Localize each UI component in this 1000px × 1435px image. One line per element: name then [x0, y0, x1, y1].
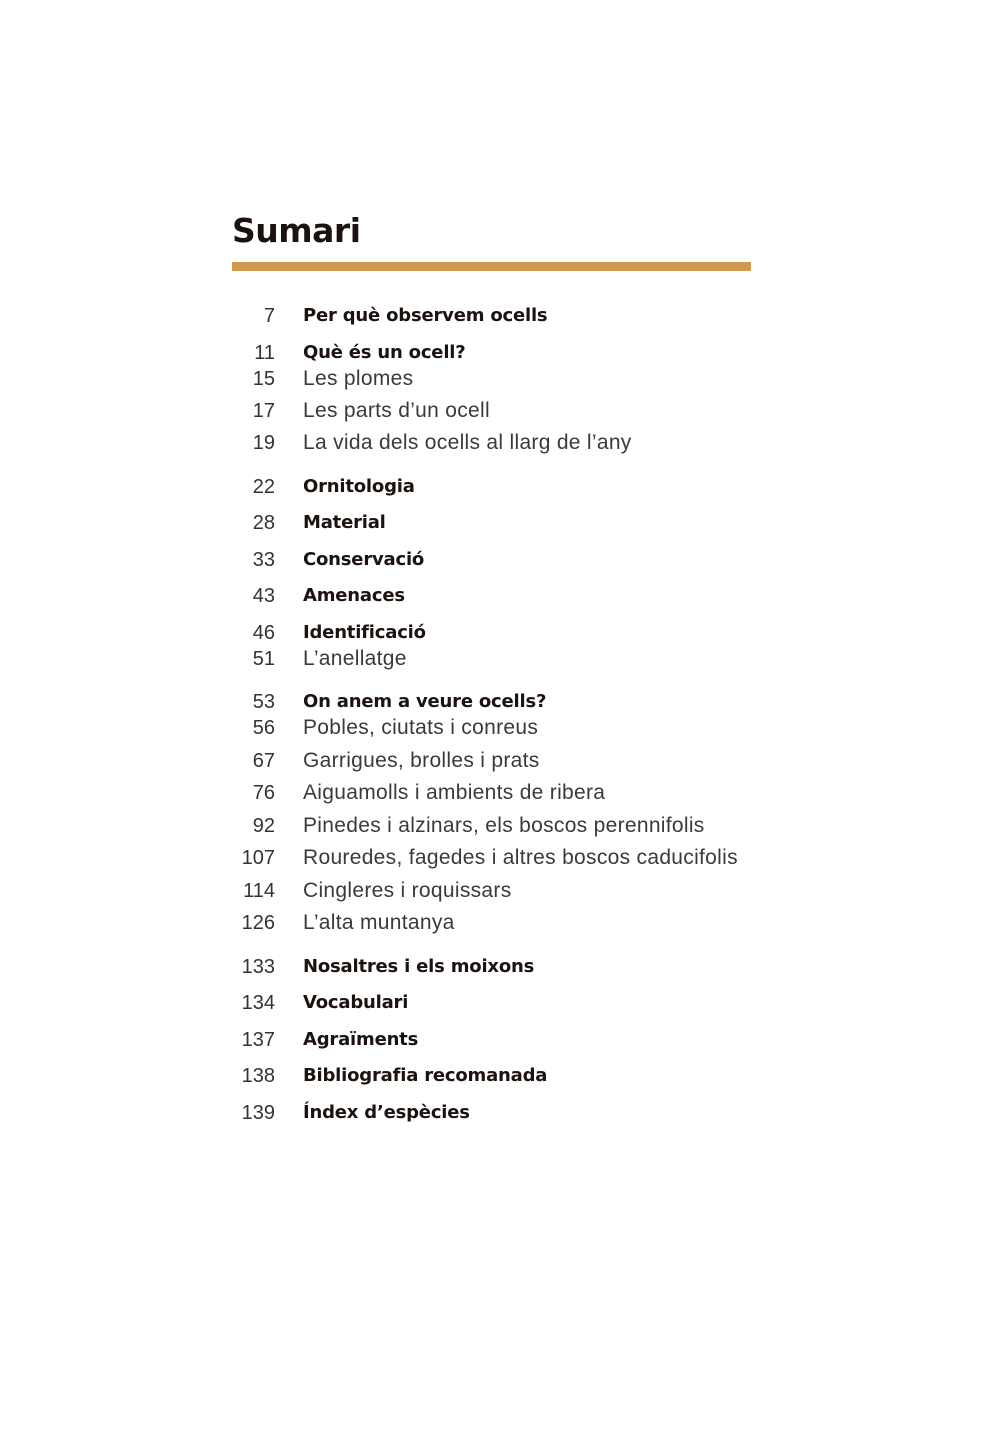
toc-entry[interactable]: [0, 811, 1000, 841]
toc-page-number: 46: [252, 622, 275, 644]
toc-entry[interactable]: [0, 472, 1000, 502]
toc-entry[interactable]: [0, 876, 1000, 906]
toc-page-number: 133: [241, 956, 275, 978]
toc-entry-label: Per què observem ocells: [303, 305, 548, 326]
toc-page-number: 7: [263, 305, 275, 327]
toc-entry-label: Nosaltres i els moixons: [303, 956, 535, 977]
toc-page-number: 107: [241, 847, 275, 869]
toc-page-number: 28: [252, 512, 275, 534]
toc-entry-label: La vida dels ocells al llarg de l’any: [303, 431, 632, 454]
toc-entry[interactable]: [0, 396, 1000, 426]
toc-page-number: 137: [241, 1029, 275, 1051]
toc-entry-label: Identificació: [303, 622, 426, 643]
toc-page-number: 139: [241, 1102, 275, 1124]
toc-entry[interactable]: [0, 364, 1000, 394]
toc-entry-label: Rouredes, fagedes i altres boscos caducifolis: [303, 846, 738, 869]
toc-entry-label: L’alta muntanya: [303, 911, 455, 934]
toc-entry[interactable]: [0, 508, 1000, 538]
toc-entry-label: Bibliografia recomanada: [303, 1065, 548, 1086]
toc-entry-label: Garrigues, brolles i prats: [303, 749, 540, 772]
toc-page-number: 67: [252, 750, 275, 772]
toc-page-number: 11: [254, 342, 275, 364]
toc-entry[interactable]: [0, 1098, 1000, 1128]
toc-page-number: 76: [252, 782, 275, 804]
toc-page-number: 15: [252, 368, 275, 390]
toc-entry-label: Pinedes i alzinars, els boscos perennifolis: [303, 814, 705, 837]
toc-page-number: 53: [252, 691, 275, 713]
toc-entry-label: Material: [303, 512, 386, 533]
toc-entry-label: L’anellatge: [303, 647, 407, 670]
toc-entry-label: Aiguamolls i ambients de ribera: [303, 781, 606, 804]
page-title: Sumari: [232, 211, 361, 250]
toc-page-number: 51: [252, 648, 275, 670]
toc-entry[interactable]: [0, 908, 1000, 938]
toc-page-number: 17: [252, 400, 275, 422]
toc-entry-label: Vocabulari: [303, 992, 409, 1013]
toc-entry-label: Conservació: [303, 549, 425, 570]
toc-entry-label: On anem a veure ocells?: [303, 691, 547, 712]
toc-entry[interactable]: [0, 1061, 1000, 1091]
toc-entry[interactable]: [0, 644, 1000, 674]
toc-entry-label: Les plomes: [303, 367, 414, 390]
toc-entry[interactable]: [0, 428, 1000, 458]
toc-entry[interactable]: [0, 778, 1000, 808]
toc-entry[interactable]: [0, 1025, 1000, 1055]
toc-page-number: 19: [252, 432, 275, 454]
toc-entry-label: Què és un ocell?: [303, 342, 466, 363]
toc-entry-label: Índex d’espècies: [303, 1102, 470, 1123]
toc-page-number: 126: [241, 912, 275, 934]
toc-entry[interactable]: [0, 713, 1000, 743]
toc-entry-label: Agraïments: [303, 1029, 419, 1050]
toc-entry[interactable]: [0, 843, 1000, 873]
toc-entry-label: Les parts d’un ocell: [303, 399, 490, 422]
toc-entry-label: Amenaces: [303, 585, 405, 606]
toc-page-number: 138: [241, 1065, 275, 1087]
toc-page-number: 33: [252, 549, 275, 571]
toc-page-number: 22: [252, 476, 275, 498]
toc-page-number: 43: [252, 585, 275, 607]
toc-entry-label: Ornitologia: [303, 476, 415, 497]
toc-entry[interactable]: [0, 746, 1000, 776]
toc-page-number: 56: [252, 717, 275, 739]
toc-entry[interactable]: [0, 988, 1000, 1018]
toc-page-number: 134: [241, 992, 275, 1014]
toc-entry-label: Cingleres i roquissars: [303, 879, 512, 902]
toc-entry[interactable]: [0, 545, 1000, 575]
toc-entry-label: Pobles, ciutats i conreus: [303, 716, 539, 739]
toc-entry[interactable]: [0, 301, 1000, 331]
toc-entry[interactable]: [0, 581, 1000, 611]
toc-page-number: 114: [243, 880, 275, 902]
toc-entry[interactable]: [0, 952, 1000, 982]
toc-page-number: 92: [252, 815, 275, 837]
